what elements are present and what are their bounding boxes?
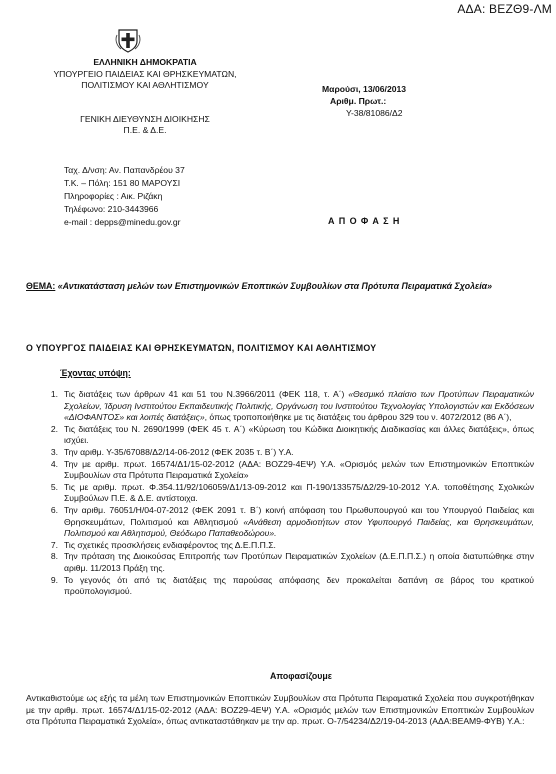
greek-emblem-icon — [115, 27, 141, 53]
ada-code: ΑΔΑ: ΒΕΖΘ9-ΛΜ — [457, 2, 552, 16]
considerations-list — [40, 389, 534, 598]
info-person: Πληροφορίες : Αικ. Ριζάκη — [64, 191, 163, 201]
protocol-number: Υ-38/81086/Δ2 — [346, 108, 403, 118]
subject-label: ΘΕΜΑ: — [26, 281, 56, 291]
email: e-mail : depps@minedu.gov.gr — [64, 217, 181, 227]
contact-info — [64, 164, 185, 229]
state-name: ΕΛΛΗΝΙΚΗ ΔΗΜΟΚΡΑΤΙΑ — [93, 57, 197, 67]
protocol-label: Αριθμ. Πρωτ.: — [330, 96, 387, 106]
decision-paragraph: Αντικαθιστούμε ως εξής τα μέλη των Επιστημονικών Εποπτικών Συμβουλίων στα Πρότυπα Πειραματικά Σχολεία που συγκροτήθηκαν με την αριθμ. πρωτ. 16574/Δ1/15-02-2012 (ΑΔΑ: ΒΟΖ29-4ΕΨ) Υ.Α. «Ορισμός μελών των Επιστημονικών Εποπτικών Συμβουλίων στα Πρότυπα Πειραματικά Σχολεία», όπως αντικαταστάθηκαν με την αρ. πρωτ. Ο-7/54234/Δ2/19-04-2013 (ΑΔΑ:ΒΕΑΜ9-ΦΥΒ) Υ.Α.: — [26, 693, 534, 727]
directorate-line-1: ΓΕΝΙΚΗ ΔΙΕΥΘΥΝΣΗ ΔΙΟΙΚΗΣΗΣ — [80, 113, 210, 124]
phone: Τηλέφωνο: 210-3443966 — [64, 204, 159, 214]
postal-code: Τ.Κ. – Πόλη: 151 80 ΜΑΡΟΥΣΙ — [64, 178, 181, 188]
having-regard-heading: Έχοντας υπόψη: — [60, 368, 131, 378]
date-protocol-block — [322, 83, 406, 119]
list-item: 8. Την πρόταση της Διοικούσας Επιτροπής των Προτύπων Πειραματικών Σχολείων (Δ.Ε.Π.Π.Σ.) η οποία διατυπώθηκε στην αριθμ. 11/2013 Πράξη της. — [50, 551, 534, 573]
ministry-line-2: ΠΟΛΙΤΙΣΜΟΥ ΚΑΙ ΑΘΛΗΤΙΣΜΟΥ — [81, 80, 209, 90]
list-item: 5. Τις με αριθμ. πρωτ. Φ.354.11/92/106059/Δ1/13-09-2012 και Π-190/133575/Δ2/29-10-2012 Υ.Α. τοποθέτησης Σχολικών Συμβούλων Π.Ε. & Δ.Ε. αντίστοιχα. — [50, 481, 534, 504]
list-item: 3. Την αριθμ. Υ-35/67088/Δ2/14-06-2012 (ΦΕΚ 2035 τ. Β΄) Υ.Α. — [50, 446, 294, 457]
minister-title: Ο ΥΠΟΥΡΓΟΣ ΠΑΙΔΕΙΑΣ ΚΑΙ ΘΡΗΣΚΕΥΜΑΤΩΝ, ΠΟΛΙΤΙΣΜΟΥ ΚΑΙ ΑΘΛΗΤΙΣΜΟΥ — [26, 343, 377, 353]
decision-heading: ΑΠΟΦΑΣΗ — [328, 216, 404, 226]
list-item: 1. Τις διατάξεις των άρθρων 41 και 51 του Ν.3966/2011 (ΦΕΚ 118, τ. Α΄) «Θεσμικό πλαίσιο των Προτύπων Πειραματικών Σχολείων, Ίδρυση Ινστιτούτου Εκπαιδευτικής Πολιτικής, Οργάνωση του Ινστιτούτου Τεχνολογίας Υπολογιστών και Εκδόσεων «ΔΙΟΦΑΝΤΟΣ» και λοιπές διατάξεις», όπως τροποποιήθηκε με τις διατάξεις του άρθρου 329 του ν. 4072/2012 (86 Α΄), — [50, 389, 535, 423]
list-item: 2. Τις διατάξεις του Ν. 2690/1999 (ΦΕΚ 45 τ. Α΄) «Κύρωση του Κώδικα Διοικητικής Διαδικασίας και άλλες διατάξεις», όπως ισχύει. — [50, 423, 534, 446]
list-item: 7. Τις σχετικές προσκλήσεις ενδιαφέροντος της Δ.Ε.Π.Π.Σ. — [50, 539, 276, 550]
ministry-line-1: ΥΠΟΥΡΓΕΙΟ ΠΑΙΔΕΙΑΣ ΚΑΙ ΘΡΗΣΚΕΥΜΑΤΩΝ, — [53, 68, 237, 79]
list-item: 4. Την με αριθμ. πρωτ. 16574/Δ1/15-02-2012 (ΑΔΑ: ΒΟΖ29-4ΕΨ) Υ.Α. «Ορισμός μελών των Επιστημονικών Εποπτικών Συμβουλίων στα Πρότυπα Πειραματικά Σχολεία» — [50, 458, 534, 481]
we-decide-heading: Αποφασίζουμε — [270, 671, 332, 681]
issuing-authority — [40, 57, 250, 137]
date-line: Μαρούσι, 13/06/2013 — [322, 84, 407, 94]
directorate-line-2: Π.Ε. & Δ.Ε. — [123, 125, 167, 135]
subject — [26, 280, 534, 293]
list-item: 9. Το γεγονός ότι από τις διατάξεις της παρούσας απόφασης δεν προκαλείται δαπάνη σε βάρος του κρατικού προϋπολογισμού. — [50, 574, 534, 597]
address: Ταχ. Δ/νση: Αν. Παπανδρέου 37 — [64, 165, 185, 175]
subject-text: «Αντικατάσταση μελών των Επιστημονικών Εποπτικών Συμβουλίων στα Πρότυπα Πειραματικά Σχολεία» — [57, 281, 493, 291]
list-item: 6. Την αριθμ. 76051/Η/04-07-2012 (ΦΕΚ 2091 τ. Β΄) κοινή απόφαση του Πρωθυπουργού και του Υπουργού Παιδείας και Θρησκευμάτων, Πολιτισμού και Αθλητισμού «Ανάθεση αρμοδιοτήτων στον Υφυπουργό Παιδείας, και Θρησκευμάτων, Πολιτισμού και Αθλητισμού, Θεόδωρο Παπαθεοδώρου». — [50, 504, 535, 539]
